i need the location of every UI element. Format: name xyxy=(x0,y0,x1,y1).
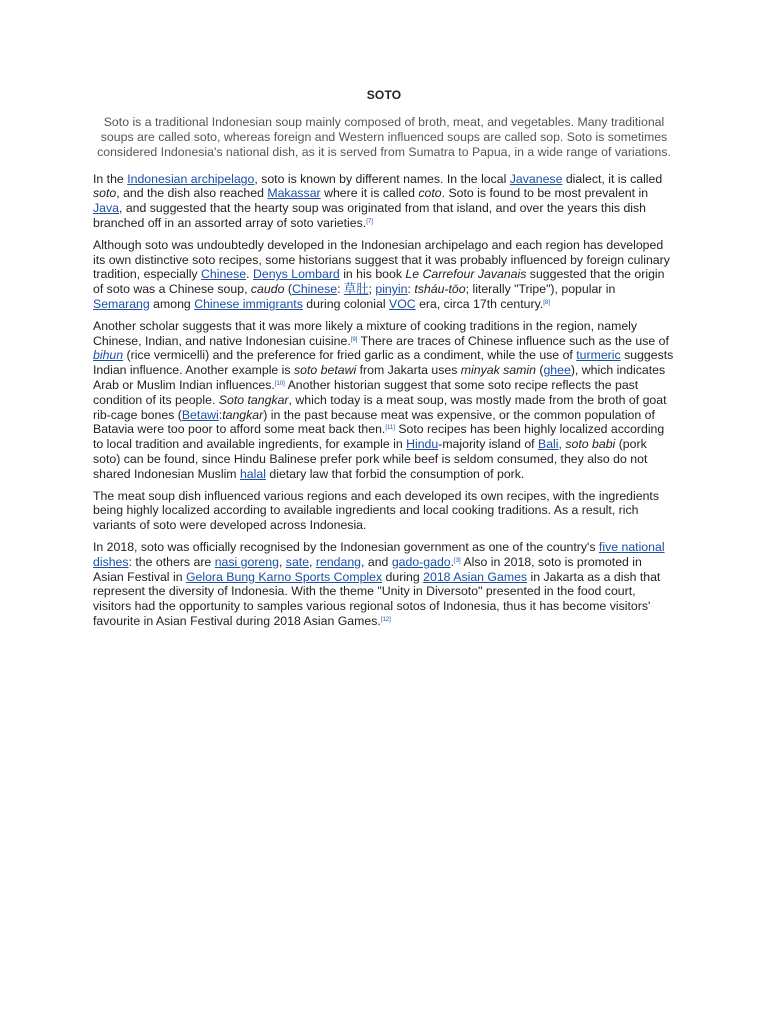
italic-term: tangkar xyxy=(222,407,264,422)
italic-term: soto babi xyxy=(565,437,616,452)
text-run: Another scholar suggests that it was more likely a mixture of cooking traditions in the region, namely Chinese, Indian, and native Indonesian cuisine. xyxy=(93,318,638,348)
article-link[interactable]: Chinese xyxy=(201,267,247,282)
text-run: , which today is a meat soup, was mostly made from the broth of goat rib-cage bones ( xyxy=(93,392,667,422)
article-link[interactable]: Bali xyxy=(538,437,559,452)
text-run: , xyxy=(278,554,286,569)
page-title: SOTO xyxy=(366,88,402,102)
article-link[interactable]: sate xyxy=(285,554,310,569)
text-run: . Soto is found to be most prevalent in xyxy=(441,186,649,201)
text-run: In the xyxy=(93,171,128,186)
article-link[interactable]: rendang xyxy=(315,554,362,569)
text-run: ( xyxy=(535,363,544,378)
article-link[interactable]: Semarang xyxy=(93,296,150,311)
article-link[interactable]: pinyin xyxy=(375,282,408,297)
text-run: : xyxy=(337,282,344,297)
text-run: suggests Indian influence. Another example is xyxy=(93,348,674,378)
text-run: , and suggested that the hearty soup was originated from that island, and over the years this dish branched off in an assorted array of soto varieties. xyxy=(93,201,647,230)
text-run: among xyxy=(149,296,195,311)
text-run: -majority island of xyxy=(438,437,538,452)
article-link[interactable]: Makassar xyxy=(267,186,321,201)
article-link[interactable]: Javanese xyxy=(509,171,563,186)
article-link[interactable]: Chinese immigrants xyxy=(194,296,303,311)
article-link[interactable]: five national dishes xyxy=(93,539,665,569)
article-link[interactable]: halal xyxy=(239,466,266,481)
article-link[interactable]: bihun xyxy=(93,348,124,363)
intro-paragraph: Soto is a traditional Indonesian soup mainly composed of broth, meat, and vegetables. Many traditional soups are called soto, whereas foreign and Western influenced soups are called sop. Soto is sometimes considered Indonesia's national dish, as it is served from Sumatra to Papua, in a wide range of variations. xyxy=(97,115,671,160)
text-run: In 2018, soto was officially recognised by the Indonesian government as one of the country's xyxy=(93,539,599,554)
text-run: ; literally "Tripe"), popular in xyxy=(465,282,616,297)
text-run: Another historian suggest that some soto recipe reflects the past condition of its people. xyxy=(93,377,639,407)
body-paragraph xyxy=(93,172,675,231)
text-run: . xyxy=(246,267,253,282)
body-paragraph xyxy=(93,489,675,533)
text-run: Although soto was undoubtedly developed in the Indonesian archipelago and each region has developed its own distinctive soto recipes, some historians suggest that it was probably influenced by foreign culinary tradition, especially xyxy=(93,237,670,282)
body-paragraph xyxy=(93,540,675,629)
article-link[interactable]: nasi goreng xyxy=(214,554,279,569)
text-run: ), which indicates Arab or Muslim Indian influences. xyxy=(93,363,666,392)
text-run: in Jakarta as a dish that represent the diversity of Indonesia. With the theme "Unity in Diversoto" presented in the food court, visitors had the opportunity to samples various regional sotos of Indonesia, thus it has become visitors' favourite in Asian Festival during 2018 Asian Games. xyxy=(93,569,661,628)
article-link[interactable]: Betawi xyxy=(181,407,219,422)
italic-term: tsháu-tōo xyxy=(414,282,466,297)
text-run: , and the dish also reached xyxy=(116,186,268,201)
text-run: from Jakarta uses xyxy=(356,363,461,378)
body-paragraph xyxy=(93,319,675,482)
text-run: : the others are xyxy=(128,554,215,569)
citation-link[interactable]: [9] xyxy=(350,336,358,343)
text-run: in his book xyxy=(339,267,406,282)
italic-term: Le Carrefour Javanais xyxy=(405,267,527,282)
text-run: Also in 2018, soto is promoted in Asian Festival in xyxy=(93,554,642,584)
text-run: during colonial xyxy=(302,296,389,311)
text-run: during xyxy=(382,569,424,584)
article-link[interactable]: Chinese xyxy=(291,282,338,297)
document-body xyxy=(93,88,675,636)
article-link[interactable]: Gelora Bung Karno Sports Complex xyxy=(185,569,383,584)
text-run: ) in the past because meat was expensive, or the common population of Batavia were too poor to afford some meat back then. xyxy=(93,407,655,437)
italic-term: Soto tangkar xyxy=(218,392,289,407)
text-run: , xyxy=(309,554,316,569)
text-run: There are traces of Chinese influence such as the use of xyxy=(357,333,669,348)
italic-term: minyak samin xyxy=(460,363,536,378)
text-run: , soto is known by different names. In the local xyxy=(254,171,510,186)
article-link[interactable]: turmeric xyxy=(576,348,621,363)
article-link[interactable]: Indonesian archipelago xyxy=(127,171,255,186)
text-run: (pork soto) can be found, since Hindu Balinese prefer pork while beef is seldom consumed, they also do not shared Indonesian Muslim xyxy=(93,437,648,481)
citation-link[interactable]: [7] xyxy=(366,219,373,225)
text-run: dietary law that forbid the consumption of pork. xyxy=(265,466,525,481)
text-run: era, circa 17th century. xyxy=(415,296,544,311)
article-link[interactable]: gado-gado xyxy=(391,554,451,569)
italic-term: coto xyxy=(418,186,442,201)
article-link[interactable]: Hindu xyxy=(406,437,439,452)
text-run: : xyxy=(407,282,415,297)
article-link[interactable]: Java xyxy=(93,201,119,216)
article-link[interactable]: 2018 Asian Games xyxy=(423,569,528,584)
article-paragraphs xyxy=(93,172,675,629)
text-run: where it is called xyxy=(320,186,419,201)
text-run: , xyxy=(558,437,566,452)
italic-term: soto betawi xyxy=(293,363,357,378)
italic-term: soto xyxy=(93,186,117,201)
text-run: dialect, it is called xyxy=(562,171,663,186)
article-link[interactable]: 草肚 xyxy=(343,282,369,297)
article-link[interactable]: Denys Lombard xyxy=(252,267,340,282)
text-run: : xyxy=(218,407,223,422)
citation-link[interactable]: [8] xyxy=(543,299,550,306)
italic-term: caudo xyxy=(250,282,285,297)
text-run: ( xyxy=(284,282,292,297)
citation-link[interactable]: [11] xyxy=(385,425,395,432)
body-paragraph xyxy=(93,238,675,312)
text-run: suggested that the origin of soto was a Chinese soup, xyxy=(93,267,665,297)
text-run: The meat soup dish influenced various regions and each developed its own recipes, with the ingredients being highly localized according to available ingredients and local cooking traditions. As a result, rich variants of soto were developed across Indonesia. xyxy=(93,488,659,533)
citation-link[interactable]: [10] xyxy=(274,380,285,387)
text-run: Soto recipes has been highly localized according to local tradition and available ingredients, for example in xyxy=(93,422,665,452)
text-run: (rice vermicelli) and the preference for fried garlic as a condiment, while the use of xyxy=(123,348,577,363)
citation-link[interactable]: [3] xyxy=(454,557,461,564)
citation-link[interactable]: [12] xyxy=(380,616,391,623)
article-link[interactable]: VOC xyxy=(389,296,416,311)
text-run: . xyxy=(450,554,455,569)
text-run: , and xyxy=(361,554,392,569)
text-run: ; xyxy=(368,282,376,297)
article-link[interactable]: ghee xyxy=(543,363,571,378)
